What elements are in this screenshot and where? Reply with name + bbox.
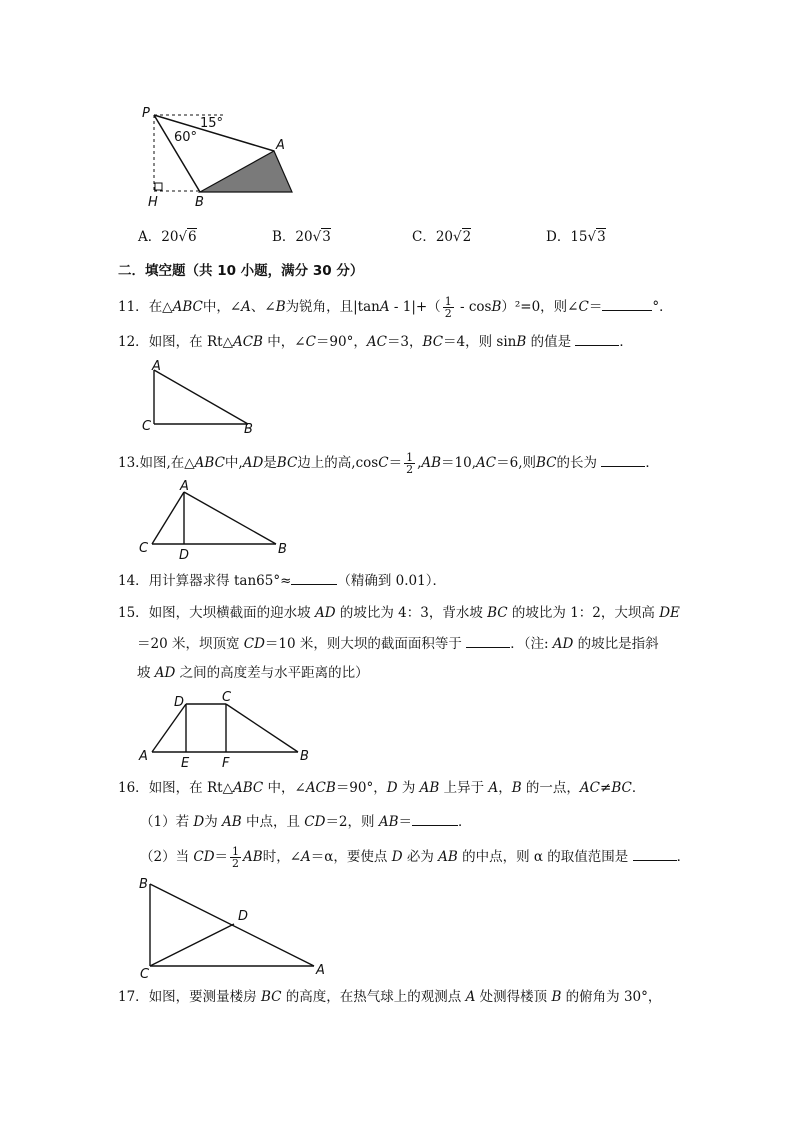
label-60: 60°	[174, 130, 198, 145]
question-16-part-2: （2）当 CD＝ $\frac{1}{2}$ AB时，∠A＝α，要使点 D 必为 AB 的中点，则 α 的取值范围是 ．	[140, 845, 691, 870]
question-15-figure	[138, 690, 318, 772]
question-12: 12．如图，在 Rt△ACB 中，∠C＝90°，AC＝3，BC＝4，则 sinB 的值是 ．	[118, 334, 633, 350]
label-D: D	[238, 909, 249, 924]
side-AB	[184, 492, 276, 544]
question-15-line-1: 15．如图，大坝横截面的迎水坡 AD 的坡比为 4：3，背水坡 BC 的坡比为 1：2，大坝高 DE	[118, 605, 680, 621]
question-15-line-2: ＝20 米，坝顶宽 CD＝10 米，则大坝的截面面积等于 ．（注: AD 的坡比是指斜	[137, 636, 659, 652]
label-B: B	[139, 877, 148, 892]
option-letter: C．	[412, 229, 436, 245]
label-E: E	[181, 756, 190, 771]
answer-blank[interactable]	[575, 332, 619, 346]
label-P: P	[142, 106, 150, 121]
hyp-AB	[154, 370, 248, 424]
answer-blank[interactable]	[602, 297, 652, 311]
label-A: A	[180, 479, 189, 494]
side-CA	[152, 492, 184, 544]
q-num: 13.	[118, 455, 140, 471]
fraction: $\frac{1}{2}$	[232, 845, 240, 870]
answer-blank[interactable]	[633, 847, 677, 861]
question-15-line-3: 坡 AD 之间的高度差与水平距离的比）	[137, 665, 369, 681]
question-13: 13.如图,在△ABC中,AD是BC边上的高,cosC＝ $\frac{1}{2}$ ,AB＝10,AC＝6,则BC的长为 ．	[118, 451, 659, 476]
section-heading: 二．填空题（共 10 小题，满分 30 分）	[118, 263, 364, 279]
option-A[interactable]: A．20√6	[138, 229, 197, 245]
answer-blank[interactable]	[291, 571, 337, 585]
question-17: 17．如图，要测量楼房 BC 的高度，在热气球上的观测点 A 处测得楼顶 B 的俯角为 30°，	[118, 989, 662, 1005]
option-letter: A．	[138, 229, 162, 245]
q-num: 15．	[118, 605, 149, 621]
label-C: C	[140, 967, 150, 982]
label-D: D	[179, 548, 190, 563]
label-A: A	[139, 749, 148, 764]
option-coef: 20	[435, 229, 454, 245]
option-radicand: 6	[188, 229, 197, 245]
median-CD	[150, 924, 234, 966]
option-coef: 20	[161, 229, 179, 245]
label-A: A	[152, 359, 161, 374]
q-num: 17．	[118, 989, 149, 1005]
option-C[interactable]: C．20√2	[412, 229, 472, 245]
option-letter: D．	[546, 229, 571, 245]
q-num: 16．	[118, 780, 149, 796]
label-F: F	[222, 756, 230, 771]
question-11: 11．在△ABC中，∠A、∠B为锐角，且|tanA - 1|+（ $\frac{1}{2}$ - cosB）²=0，则∠C＝ °．	[118, 295, 673, 320]
question-13-figure	[138, 480, 298, 562]
answer-blank[interactable]	[466, 634, 510, 648]
question-16-figure	[138, 874, 338, 980]
label-B: B	[278, 542, 287, 557]
fraction: $\frac{1}{2}$	[444, 295, 452, 320]
label-B: B	[244, 422, 253, 437]
answer-blank[interactable]	[412, 812, 458, 826]
option-coef: 15	[570, 229, 588, 245]
q-num: 14．	[118, 573, 149, 589]
option-radicand: 3	[322, 229, 331, 245]
label-C: C	[222, 690, 232, 705]
label-C: C	[142, 419, 152, 434]
slope-AD	[152, 704, 186, 752]
q-num: 11．	[118, 299, 149, 315]
question-14: 14．用计算器求得 tan65°≈ （精确到 0.01）．	[118, 573, 446, 589]
answer-blank[interactable]	[601, 453, 645, 467]
q-num: 12．	[118, 334, 149, 350]
label-15: 15°	[200, 116, 224, 131]
option-radicand: 2	[462, 229, 472, 245]
label-B: B	[300, 749, 309, 764]
label-A: A	[316, 963, 325, 978]
slope-CB	[226, 704, 298, 752]
question-16-part-1: （1）若 D为 AB 中点，且 CD＝2，则 AB＝ ．	[140, 814, 472, 830]
option-radicand: 3	[597, 229, 606, 245]
option-B[interactable]: B．20√3	[272, 229, 331, 245]
question-12-figure	[140, 360, 270, 438]
label-D: D	[174, 695, 185, 710]
question-16: 16．如图，在 Rt△ABC 中，∠ACB＝90°，D 为 AB 上异于 A，B 的一点，AC≠BC．	[118, 780, 646, 796]
label-C: C	[139, 541, 149, 556]
option-D[interactable]: D．15√3	[546, 229, 606, 245]
question-10-figure	[140, 105, 300, 210]
label-A: A	[276, 138, 285, 153]
fraction: $\frac{1}{2}$	[406, 451, 414, 476]
option-coef: 20	[295, 229, 313, 245]
label-H: H	[148, 195, 158, 210]
option-letter: B．	[272, 229, 296, 245]
label-B: B	[195, 195, 204, 210]
